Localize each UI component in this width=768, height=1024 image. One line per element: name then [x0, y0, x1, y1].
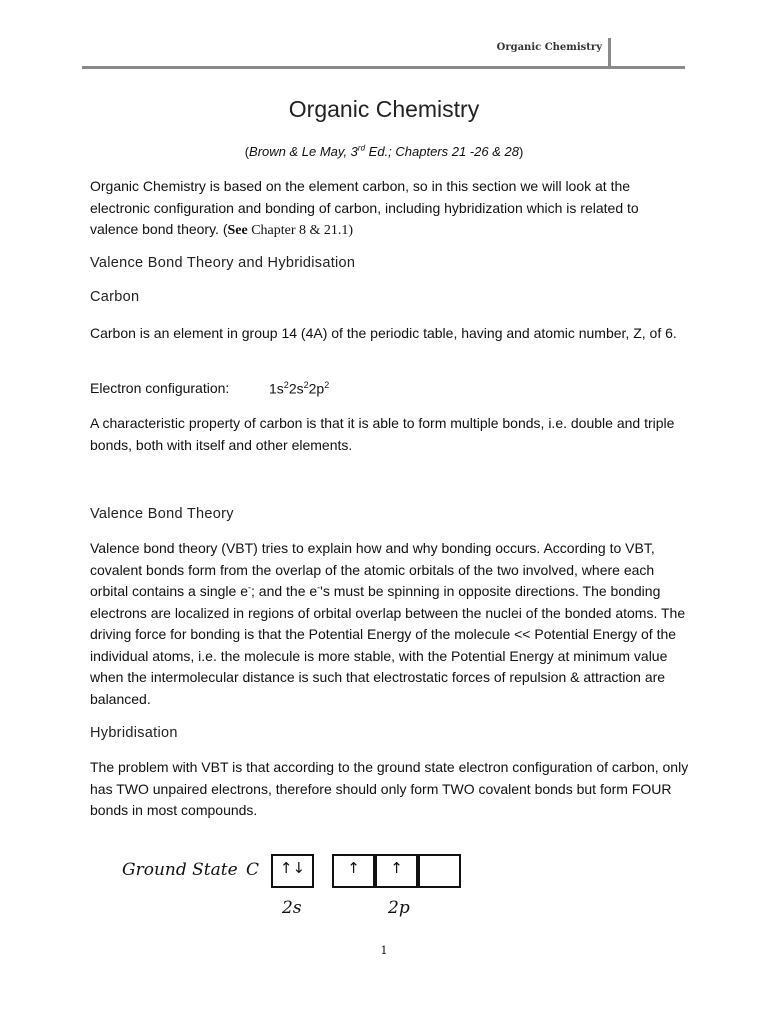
document-title: Organic Chemistry — [288, 96, 480, 122]
heading-valence-bond-theory: Valence Bond Theory — [90, 506, 234, 522]
label-2p: 2p — [388, 898, 410, 918]
label-2s: 2s — [282, 898, 302, 918]
orbital-box-2p-1: ↑ — [332, 854, 375, 888]
heading-valence-bond-hybridisation: Valence Bond Theory and Hybridisation — [90, 255, 356, 271]
reference-text: Brown & Le May, 3rd Ed.; Chapters 21 -26 & 28 — [249, 144, 519, 160]
heading-hybridisation: Hybridisation — [90, 725, 178, 741]
header-vertical-rule — [608, 38, 611, 66]
electron-configuration-value: $1s^22s^22p^2$ — [269, 380, 330, 397]
intro-paragraph: Organic Chemistry is based on the element carbon, so in this section we will look at the electronic configuration and bonding of carbon, including hybridization which is related to valence bond theory. (See Chapter 8 & 21.1) — [90, 178, 639, 238]
orbital-box-2p-3 — [418, 854, 461, 888]
carbon-paragraph: Carbon is an element in group 14 (4A) of the periodic table, having and atomic number, Z, of 6. — [90, 325, 677, 341]
heading-carbon: Carbon — [90, 289, 140, 305]
electron-configuration-label: Electron configuration: — [90, 380, 230, 396]
ground-state-orbital-diagram — [118, 848, 478, 926]
orbital-box-2p-2: ↑ — [375, 854, 418, 888]
running-header-title: Organic Chemistry — [496, 42, 602, 53]
vbt-paragraph: Valence bond theory (VBT) tries to explain how and why bonding occurs. According to VBT, covalent bonds form from the overlap of the atomic orbitals of the two involved, where each orbital contains a single e-; and the e-'s must be spinning in opposite directions. The bonding electrons are localized in regions of orbital overlap between the nuclei of the bonded atoms. The driving force for bonding is that the Potential Energy of the molecule << Potential Energy of the individual atoms, i.e. the molecule is more stable, with the Potential Energy at minimum value when the intermolecular distance is such that electrostatic forces of repulsion & attraction are balanced. — [90, 540, 686, 707]
hybridisation-paragraph: The problem with VBT is that according to the ground state electron configuration of carbon, only has TWO unpaired electrons, therefore should only form TWO covalent bonds but form FOUR bonds in most compounds. — [90, 759, 689, 818]
orbital-box-2s: ↑↓ — [271, 854, 314, 888]
reference-subtitle: (Brown & Le May, 3rd Ed.; Chapters 21 -26 & 28) — [244, 144, 524, 160]
carbon-symbol: C — [246, 860, 260, 880]
header-horizontal-rule — [82, 66, 685, 69]
page-number: 1 — [380, 944, 388, 957]
ground-state-label: Ground State — [122, 860, 238, 880]
multiple-bonds-paragraph: A characteristic property of carbon is that it is able to form multiple bonds, i.e. double and triple bonds, both with itself and other elements. — [90, 415, 675, 453]
